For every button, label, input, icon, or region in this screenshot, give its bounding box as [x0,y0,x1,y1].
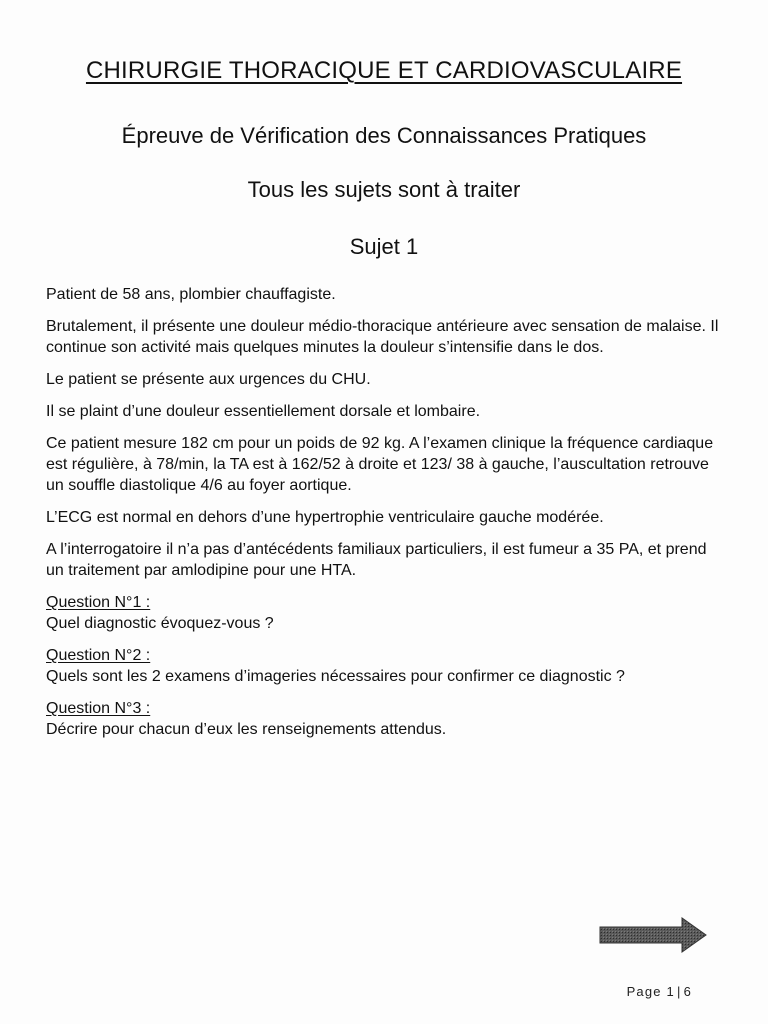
paragraph: Il se plaint d’une douleur essentiellement dorsale et lombaire. [46,403,481,420]
document-title [0,56,768,86]
instruction-line: Tous les sujets sont à traiter [247,177,521,202]
paragraph: Brutalement, il présente une douleur médio-thoracique antérieure avec sensation de malaise. Il continue son activité mais quelques minutes la douleur s’intensifie dans le dos. [46,318,719,356]
question-block [46,645,726,687]
paragraph: A l’interrogatoire il n’a pas d’antécédents familiaux particuliers, il est fumeur a 35 PA, et prend un traitement par amlodipine pour une HTA. [46,541,707,579]
paragraph: Patient de 58 ans, plombier chauffagiste. [46,286,336,303]
question-label: Question N°1 : [46,594,151,611]
next-page-button[interactable] [598,917,708,953]
paragraph: Le patient se présente aux urgences du CHU. [46,371,371,388]
arrow-right-icon [598,917,708,953]
page-separator: | [676,984,682,999]
question-block [46,592,726,634]
document-title-text: CHIRURGIE THORACIQUE ET CARDIOVASCULAIRE [85,57,683,84]
question-block [46,698,726,740]
question-label: Question N°3 : [46,700,151,717]
subject-heading: Sujet 1 [349,234,419,259]
question-text: Quel diagnostic évoquez-vous ? [46,615,274,632]
exam-name: Épreuve de Vérification des Connaissances Pratiques [121,123,647,148]
paragraph: L’ECG est normal en dehors d’une hypertrophie ventriculaire gauche modérée. [46,509,604,526]
question-text: Décrire pour chacun d’eux les renseignements attendus. [46,721,447,738]
current-page-number: 1 [666,984,675,999]
question-label: Question N°2 : [46,647,151,664]
page-word: Page [626,984,662,999]
question-text: Quels sont les 2 examens d’imageries nécessaires pour confirmer ce diagnostic ? [46,668,625,685]
page-footer [627,984,692,999]
case-description [46,284,726,751]
paragraph: Ce patient mesure 182 cm pour un poids de 92 kg. A l’examen clinique la fréquence cardiaque est régulière, à 78/min, la TA est à 162/52 à droite et 123/ 38 à gauche, l’auscultation retrouve un souffle diastolique 4/6 au foyer aortique. [46,435,714,494]
total-pages-number: 6 [683,984,692,999]
